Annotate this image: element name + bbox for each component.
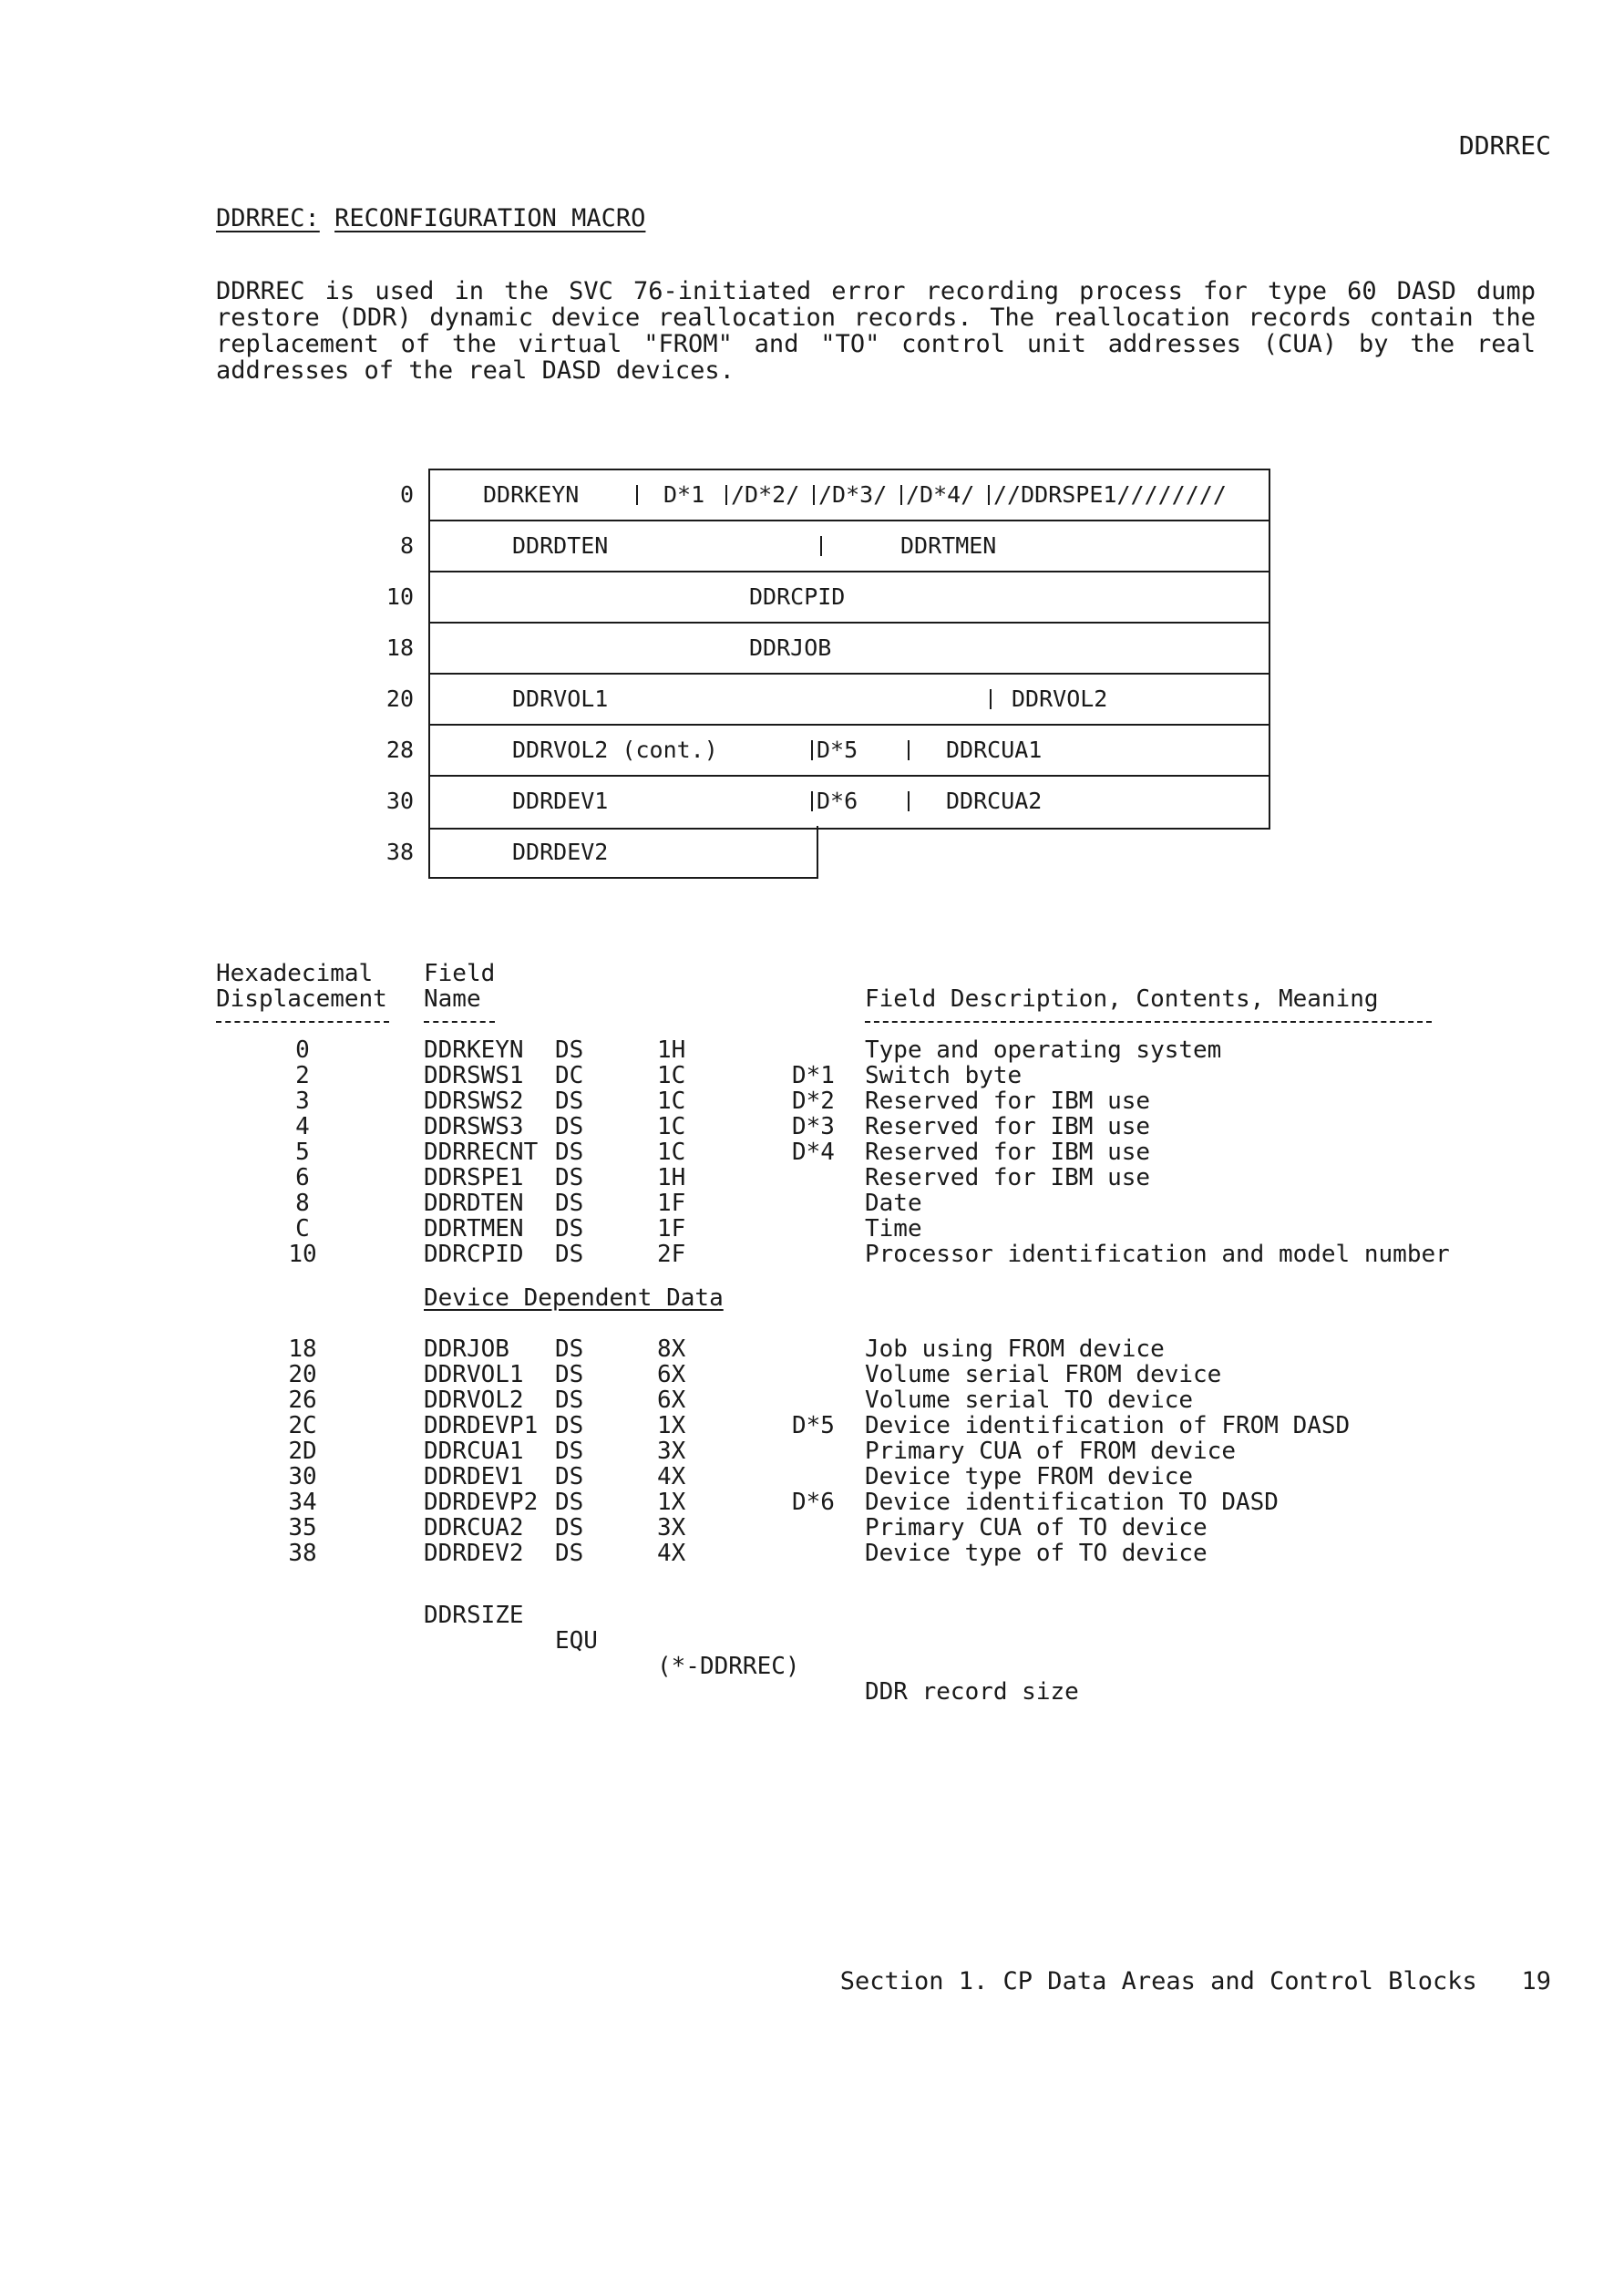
row-field-name: DDRDEVP1 — [424, 1412, 539, 1439]
table-row-size — [216, 1577, 1528, 1730]
row-hex: 2C — [288, 1412, 317, 1439]
row-description: Device type of TO device — [865, 1540, 1208, 1567]
title-prefix: DDRREC: — [216, 204, 320, 232]
layout-frame-last — [428, 826, 818, 879]
row-length: 1F — [657, 1190, 686, 1217]
page-title — [216, 204, 645, 232]
row-length: 3X — [657, 1514, 686, 1541]
row-hex: 20 — [288, 1361, 317, 1388]
header-hex-line2: Displacement — [216, 985, 387, 1013]
row-description: Reserved for IBM use — [865, 1164, 1151, 1191]
row-hex: 0 — [295, 1036, 310, 1064]
row-divider — [428, 571, 1269, 572]
row-length: 1C — [657, 1088, 686, 1115]
header-desc: Field Description, Contents, Meaning — [865, 985, 1379, 1013]
row-description: Job using FROM device — [865, 1335, 1165, 1363]
field-ddrcua2: DDRCUA2 — [946, 788, 1043, 814]
offset-label: 8 — [399, 532, 414, 559]
offset-label: 38 — [385, 839, 414, 865]
row-diagram-note: D*6 — [792, 1489, 835, 1516]
row-field-name: DDRSPE1 — [424, 1164, 524, 1191]
cell-divider — [908, 740, 910, 760]
row-field-name: DDRDEV2 — [424, 1540, 524, 1567]
field-ddrcpid: DDRCPID — [749, 583, 846, 610]
row-description: Device type FROM device — [865, 1463, 1194, 1490]
field-ddrkeyn: DDRKEYN — [483, 481, 580, 508]
header-hex-line1: Hexadecimal — [216, 960, 374, 987]
intro-paragraph — [216, 278, 1536, 384]
field-d5: D*5 — [817, 737, 858, 763]
size-type: EQU — [555, 1627, 598, 1655]
row-type: DS — [555, 1215, 584, 1242]
row-type: DS — [555, 1438, 584, 1465]
field-ddrspe1: //DDRSPE1//////// — [993, 481, 1227, 508]
row-description: Primary CUA of FROM device — [865, 1438, 1236, 1465]
row-type: DC — [555, 1062, 584, 1089]
row-diagram-note: D*4 — [792, 1139, 835, 1166]
header-rule — [216, 1021, 389, 1023]
row-field-name: DDRCUA2 — [424, 1514, 524, 1541]
offset-label: 18 — [385, 634, 414, 661]
row-length: 8X — [657, 1335, 686, 1363]
row-hex: 3 — [295, 1088, 310, 1115]
field-ddrdev1: DDRDEV1 — [512, 788, 609, 814]
field-d6: D*6 — [817, 788, 858, 814]
cell-divider — [811, 740, 813, 760]
row-length: 6X — [657, 1387, 686, 1414]
field-ddrvol1: DDRVOL1 — [512, 686, 609, 712]
row-diagram-note: D*3 — [792, 1113, 835, 1140]
row-length: 1F — [657, 1215, 686, 1242]
row-hex: 2D — [288, 1438, 317, 1465]
row-field-name: DDRCUA1 — [424, 1438, 524, 1465]
row-field-name: DDRSWS3 — [424, 1113, 524, 1140]
row-description: Device identification TO DASD — [865, 1489, 1279, 1516]
row-divider — [428, 775, 1269, 777]
row-field-name: DDRCPID — [424, 1241, 524, 1268]
offset-label: 0 — [399, 481, 414, 508]
cell-divider — [900, 485, 902, 505]
row-type: DS — [555, 1241, 584, 1268]
offset-label: 28 — [385, 737, 414, 763]
row-hex: 30 — [288, 1463, 317, 1490]
size-len: (*-DDRREC) — [657, 1653, 800, 1680]
offset-label: 20 — [385, 686, 414, 712]
row-field-name: DDRSWS2 — [424, 1088, 524, 1115]
row-hex: 26 — [288, 1387, 317, 1414]
cell-divider — [811, 791, 813, 811]
row-divider — [428, 673, 1269, 675]
row-length: 2F — [657, 1241, 686, 1268]
field-ddrtmen: DDRTMEN — [900, 532, 997, 559]
row-hex: C — [295, 1215, 310, 1242]
row-field-name: DDRKEYN — [424, 1036, 524, 1064]
row-hex: 10 — [288, 1241, 317, 1268]
row-description: Reserved for IBM use — [865, 1113, 1151, 1140]
running-head: DDRREC — [1458, 130, 1551, 160]
field-ddrjob: DDRJOB — [749, 634, 832, 661]
control-block-layout — [374, 465, 1285, 884]
row-length: 4X — [657, 1540, 686, 1567]
row-hex: 4 — [295, 1113, 310, 1140]
row-field-name: DDRDEVP2 — [424, 1489, 539, 1516]
row-length: 3X — [657, 1438, 686, 1465]
row-diagram-note: D*2 — [792, 1088, 835, 1115]
row-type: DS — [555, 1412, 584, 1439]
row-field-name: DDRDTEN — [424, 1190, 524, 1217]
row-type: DS — [555, 1139, 584, 1166]
intro-text: DDRREC is used in the SVC 76-initiated error recording process for type 60 DASD dump restore (DDR) dynamic device reallocation records. The reallocation records contain the replacement of the virtual "FROM" and "TO" control unit addresses (CUA) by the real addresses of the real DASD devices. — [216, 277, 1536, 385]
cell-divider — [636, 485, 638, 505]
row-hex: 38 — [288, 1540, 317, 1567]
row-description: Type and operating system — [865, 1036, 1222, 1064]
cell-divider — [813, 485, 815, 505]
row-description: Reserved for IBM use — [865, 1088, 1151, 1115]
row-description: Date — [865, 1190, 922, 1217]
cell-divider — [725, 485, 727, 505]
row-field-name: DDRDEV1 — [424, 1463, 524, 1490]
title-main: RECONFIGURATION MACRO — [334, 204, 646, 232]
row-length: 6X — [657, 1361, 686, 1388]
row-description: Volume serial TO device — [865, 1387, 1194, 1414]
row-hex: 18 — [288, 1335, 317, 1363]
row-type: DS — [555, 1164, 584, 1191]
row-field-name: DDRRECNT — [424, 1139, 539, 1166]
row-field-name: DDRJOB — [424, 1335, 509, 1363]
size-name: DDRSIZE — [424, 1602, 524, 1629]
row-field-name: DDRSWS1 — [424, 1062, 524, 1089]
subsection-heading: Device Dependent Data — [424, 1284, 724, 1312]
field-d4: /D*4/ — [906, 481, 975, 508]
cell-divider — [988, 485, 990, 505]
field-ddrvol2: DDRVOL2 — [1012, 686, 1108, 712]
row-type: DS — [555, 1463, 584, 1490]
row-type: DS — [555, 1088, 584, 1115]
field-d1: D*1 — [663, 481, 705, 508]
row-hex: 5 — [295, 1139, 310, 1166]
row-description: Switch byte — [865, 1062, 1023, 1089]
row-divider — [428, 520, 1269, 521]
cell-divider — [820, 536, 822, 556]
row-description: Reserved for IBM use — [865, 1139, 1151, 1166]
cell-divider — [990, 689, 992, 709]
row-hex: 6 — [295, 1164, 310, 1191]
row-length: 4X — [657, 1463, 686, 1490]
row-type: DS — [555, 1113, 584, 1140]
field-ddrdev2: DDRDEV2 — [512, 839, 609, 865]
row-length: 1X — [657, 1412, 686, 1439]
row-description: Device identification of FROM DASD — [865, 1412, 1351, 1439]
row-description: Processor identification and model number — [865, 1241, 1450, 1268]
row-type: DS — [555, 1514, 584, 1541]
field-table — [216, 960, 1528, 1706]
row-length: 1H — [657, 1164, 686, 1191]
row-field-name: DDRTMEN — [424, 1215, 524, 1242]
row-length: 1X — [657, 1489, 686, 1516]
row-field-name: DDRVOL1 — [424, 1361, 524, 1388]
page-footer: Section 1. CP Data Areas and Control Blocks 19 — [839, 1967, 1551, 1995]
offset-label: 30 — [385, 788, 414, 814]
header-name-line2: Name — [424, 985, 481, 1013]
row-hex: 35 — [288, 1514, 317, 1541]
row-divider — [428, 622, 1269, 624]
row-diagram-note: D*5 — [792, 1412, 835, 1439]
row-divider — [428, 724, 1269, 726]
header-rule — [424, 1021, 495, 1023]
row-type: DS — [555, 1361, 584, 1388]
row-hex: 34 — [288, 1489, 317, 1516]
row-type: DS — [555, 1036, 584, 1064]
row-field-name: DDRVOL2 — [424, 1387, 524, 1414]
offset-label: 10 — [385, 583, 414, 610]
field-d3: /D*3/ — [818, 481, 888, 508]
header-name-line1: Field — [424, 960, 496, 987]
row-length: 1C — [657, 1139, 686, 1166]
header-rule — [865, 1021, 1432, 1023]
field-ddrcua1: DDRCUA1 — [946, 737, 1043, 763]
field-ddrvol2-cont: DDRVOL2 (cont.) — [512, 737, 718, 763]
field-d2: /D*2/ — [731, 481, 800, 508]
row-length: 1C — [657, 1113, 686, 1140]
row-description: Time — [865, 1215, 922, 1242]
row-description: Primary CUA of TO device — [865, 1514, 1208, 1541]
row-type: DS — [555, 1387, 584, 1414]
row-length: 1C — [657, 1062, 686, 1089]
row-type: DS — [555, 1489, 584, 1516]
row-hex: 8 — [295, 1190, 310, 1217]
cell-divider — [908, 791, 910, 811]
row-type: DS — [555, 1335, 584, 1363]
row-type: DS — [555, 1190, 584, 1217]
row-hex: 2 — [295, 1062, 310, 1089]
row-diagram-note: D*1 — [792, 1062, 835, 1089]
row-length: 1H — [657, 1036, 686, 1064]
field-ddrdten: DDRDTEN — [512, 532, 609, 559]
row-type: DS — [555, 1540, 584, 1567]
size-desc: DDR record size — [865, 1678, 1079, 1706]
row-description: Volume serial FROM device — [865, 1361, 1222, 1388]
